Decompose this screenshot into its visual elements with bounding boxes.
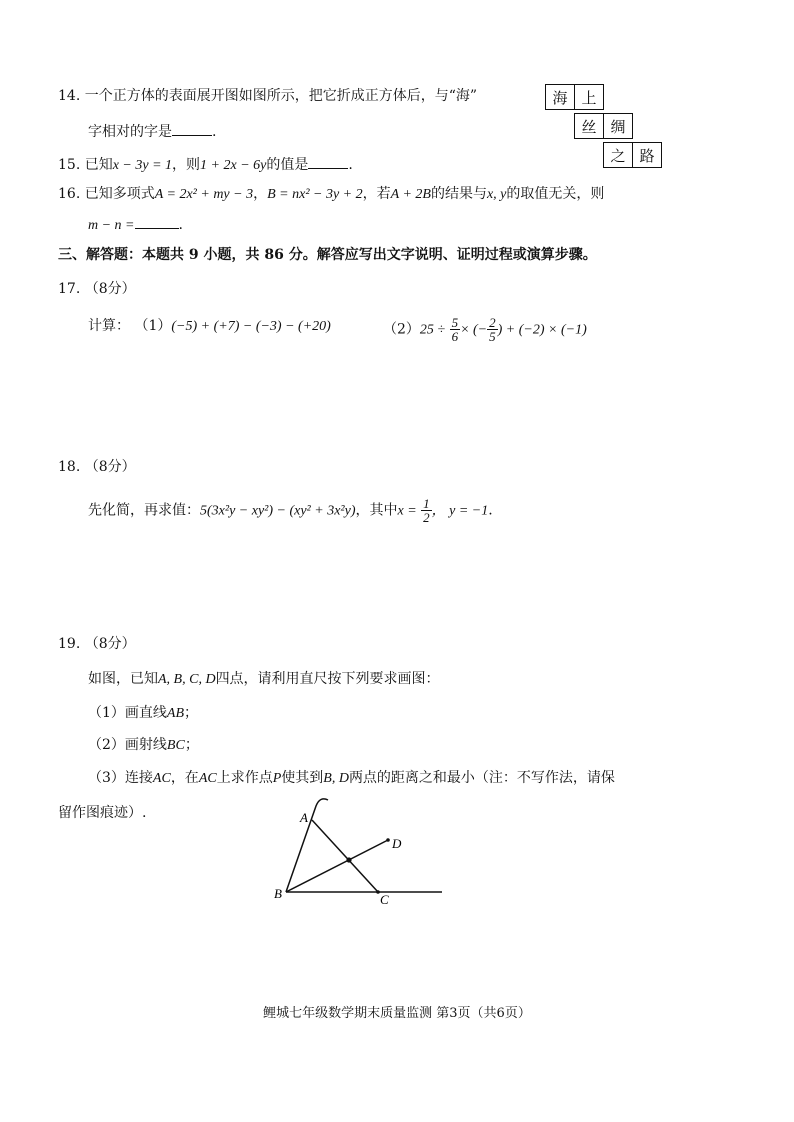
q19-score: （8分） bbox=[84, 636, 136, 652]
q15-number: 15. bbox=[58, 157, 81, 173]
q16-sum: A + 2B bbox=[390, 187, 431, 202]
q17-fraction-2 bbox=[487, 316, 498, 343]
q17-part2-a: 25 ÷ bbox=[419, 322, 446, 338]
point-d-dot bbox=[386, 838, 390, 842]
q17-score: （8分） bbox=[84, 281, 136, 297]
net-cell-5: 之 bbox=[603, 142, 633, 168]
q18-fraction-x bbox=[421, 497, 432, 524]
q18-end: . bbox=[488, 502, 493, 519]
q19-step3-a: （3）连接 bbox=[88, 770, 153, 786]
q19-step3-h: B, D bbox=[323, 771, 349, 786]
q18-x-num: 1 bbox=[423, 496, 430, 511]
q19-number: 19. bbox=[58, 636, 81, 652]
q19-step3-i: 两点的距离之和最小（注：不写作法，请保 bbox=[348, 770, 615, 786]
q16-line2: m − n = . bbox=[88, 214, 183, 236]
q17-part1-expr: (−5) + (+7) − (−3) − (+20) bbox=[171, 319, 331, 334]
q16-vars: x, y bbox=[486, 187, 507, 202]
label-a: A bbox=[300, 810, 308, 825]
q15-suffix: 的值是 bbox=[266, 157, 309, 173]
q16-number: 16. bbox=[58, 186, 81, 202]
q19-header bbox=[58, 634, 136, 654]
q17-frac2-den: 5 bbox=[489, 329, 496, 344]
q15-middle: ，则 bbox=[172, 157, 201, 173]
net-cell-3: 丝 bbox=[574, 113, 604, 139]
q19-step2-c: ； bbox=[184, 737, 199, 753]
q19-geometry-figure bbox=[270, 792, 470, 912]
net-cell-4: 绸 bbox=[603, 113, 633, 139]
q19-intro-a: 如图，已知 bbox=[88, 671, 158, 687]
q19-step1 bbox=[88, 703, 198, 724]
q16-line1 bbox=[58, 184, 604, 205]
q17-part2 bbox=[383, 316, 587, 343]
q17-frac2-num: 2 bbox=[489, 315, 496, 330]
q17-header bbox=[58, 279, 136, 299]
q17-part2-b: × (− bbox=[460, 322, 488, 338]
q14-line2: 字相对的字是 . bbox=[88, 121, 216, 142]
q16-answer-expr: m − n = bbox=[88, 218, 135, 233]
q18-prefix: 先化简，再求值： bbox=[88, 502, 200, 519]
q15-condition: x − 3y = 1 bbox=[112, 158, 173, 173]
q14-answer-blank bbox=[172, 121, 212, 136]
q18-y-eq: ， y = −1 bbox=[431, 503, 489, 519]
q17-frac1-den: 6 bbox=[451, 329, 459, 344]
net-cell-6: 路 bbox=[632, 142, 662, 168]
q16-poly-a: A = 2x² + my − 3 bbox=[154, 187, 254, 202]
label-b: B bbox=[274, 886, 282, 901]
q19-points: A, B, C, D bbox=[158, 672, 216, 687]
q18-header bbox=[58, 457, 136, 477]
q14-text-line1: 一个正方体的表面展开图如图所示，把它折成正方体后，与“海” bbox=[84, 88, 478, 104]
q14-number: 14. bbox=[58, 88, 81, 104]
q19-step3-b: AC bbox=[152, 771, 171, 786]
q17-part2-c: ) + (−2) × (−1) bbox=[497, 322, 587, 338]
label-d: D bbox=[392, 836, 402, 851]
label-c: C bbox=[380, 892, 389, 907]
q19-step1-a: （1）画直线 bbox=[88, 705, 167, 721]
q16-prefix: 已知多项式 bbox=[84, 186, 155, 202]
page-footer: 鲤城七年级数学期末质量监测 第3页（共6页） bbox=[263, 1006, 531, 1021]
segment-ac bbox=[312, 820, 378, 892]
q16-sep: ， bbox=[253, 186, 268, 202]
q19-step3-line2: 留作图痕迹）. bbox=[58, 805, 147, 821]
q19-step1-b: AB bbox=[166, 706, 185, 721]
q18-where: ，其中 bbox=[355, 502, 398, 519]
q15-answer-blank bbox=[308, 154, 348, 169]
q18-x-eq: x = bbox=[397, 503, 417, 519]
q17-part1-label: （1） bbox=[134, 318, 172, 334]
q17-fraction-1 bbox=[450, 316, 461, 343]
q19-step3 bbox=[88, 768, 615, 789]
q19-step1-c: ； bbox=[184, 705, 199, 721]
q17-body bbox=[88, 316, 331, 337]
q18-score: （8分） bbox=[84, 459, 136, 475]
q15-line: 15. 已知x − 3y = 1，则1 + 2x − 6y的值是 . bbox=[58, 154, 353, 176]
q19-step3-d: AC bbox=[198, 771, 217, 786]
q19-step2 bbox=[88, 735, 199, 756]
q15-expression: 1 + 2x − 6y bbox=[200, 158, 267, 173]
net-cell-1: 海 bbox=[545, 84, 575, 110]
q16-tail2: 的取值无关，则 bbox=[506, 186, 605, 202]
q16-tail1: 的结果与 bbox=[430, 186, 487, 202]
section3-heading: 三、解答题：本题共 9 小题，共 86 分。解答应写出文字说明、证明过程或演算步骤。 bbox=[58, 247, 597, 263]
q17-frac1-num: 5 bbox=[451, 315, 459, 330]
q19-step3-f: P bbox=[272, 771, 282, 786]
q18-x-den: 2 bbox=[423, 510, 430, 525]
q19-step3-c: ，在 bbox=[170, 770, 199, 786]
q16-middle: ，若 bbox=[362, 186, 391, 202]
q19-step3-e: 上求作点 bbox=[216, 770, 273, 786]
q16-answer-blank bbox=[135, 214, 179, 229]
q19-step2-b: BC bbox=[166, 738, 185, 753]
q16-poly-b: B = nx² − 3y + 2 bbox=[267, 187, 363, 202]
net-cell-2: 上 bbox=[574, 84, 604, 110]
q19-step3-g: 使其到 bbox=[281, 770, 324, 786]
q19-intro-b: 四点，请利用直尺按下列要求画图： bbox=[215, 671, 440, 687]
q18-body bbox=[88, 497, 493, 524]
q18-number: 18. bbox=[58, 459, 81, 475]
q19-step2-a: （2）画射线 bbox=[88, 737, 167, 753]
q14-line1 bbox=[58, 86, 477, 106]
q15-prefix: 已知 bbox=[84, 157, 113, 173]
q19-intro bbox=[88, 669, 440, 690]
q14-text-line2: 字相对的字是 bbox=[88, 124, 172, 140]
q18-expression: 5(3x²y − xy²) − (xy² + 3x²y) bbox=[200, 503, 356, 519]
q17-part2-label: （2） bbox=[383, 321, 420, 338]
q17-number: 17. bbox=[58, 281, 81, 297]
point-p bbox=[346, 857, 351, 862]
q17-label: 计算： bbox=[88, 318, 130, 334]
